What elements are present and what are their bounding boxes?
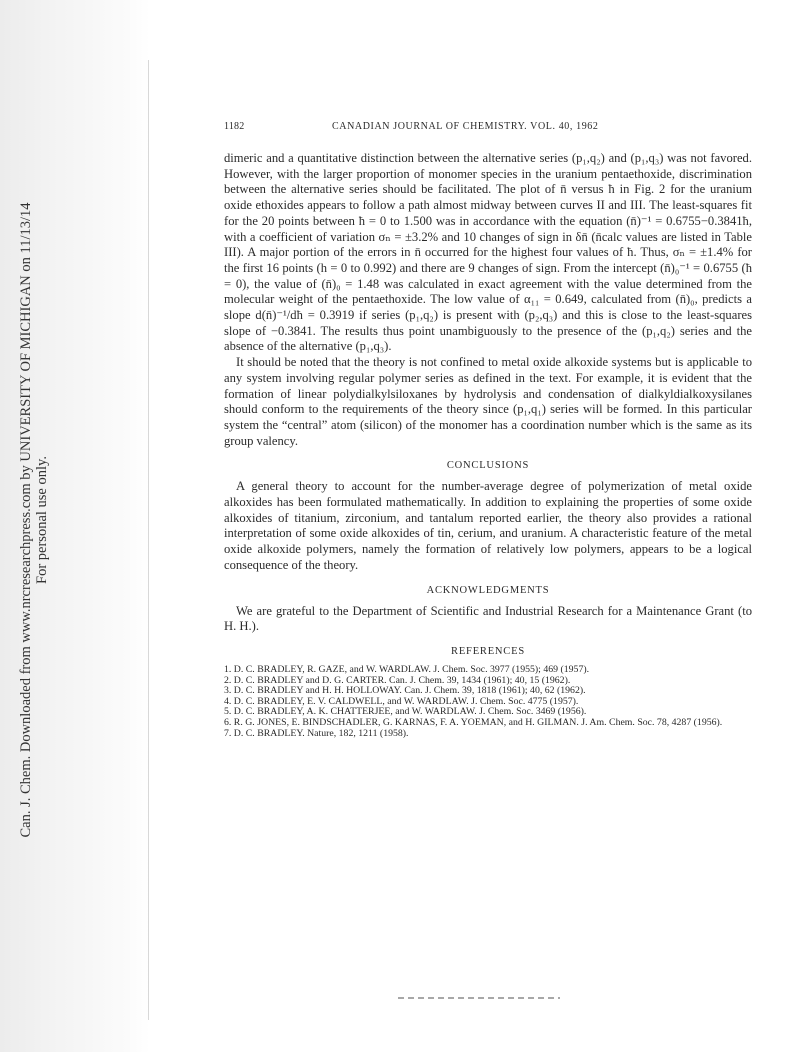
references-heading: REFERENCES: [451, 645, 525, 657]
reference-list: [224, 665, 752, 739]
page-gutter-line: [148, 60, 149, 1020]
reference-item: 2. D. C. BRADLEY and D. G. CARTER. Can. J. Chem. 39, 1434 (1961); 40, 15 (1962).: [224, 674, 571, 686]
page-content: [224, 121, 752, 739]
body-paragraph-2: It should be noted that the theory is not confined to metal oxide alkoxide systems but is applicable to any system involving regular polymer series as defined in the text. For example, it is evident that the formation of linear polydialkylsiloxanes by hydrolysis and condensation of dialkyldialkoxysilanes should conform to the requirements of the theory since (p₁,q₁) series will be formed. In this particular system the “central” atom (silicon) of the monomer has a coordination number which is the same as its group valency.: [224, 355, 752, 448]
watermark-line-2: For personal use only.: [34, 456, 50, 584]
running-header: [224, 121, 752, 137]
body-paragraph-1: dimeric and a quantitative distinction between the alternative series (p₁,q₂) and (p₁,q₃) was not favored. However, with the larger proportion of monomer species in the uranium pentaethoxide, discrimination between the alternative series should be facilitated. The plot of n̄ versus ħ in Fig. 2 for the uranium oxide ethoxides appears to follow a path almost midway between curves II and III. The least-squares fit for the 20 points between ħ = 0 to 1.500 was in accordance with the equation (n̄)⁻¹ = 0.6755−0.3841ħ, with a coefficient of variation σₙ = ±3.2% and 10 changes of sign in δn̄ (n̄calc values are listed in Table III). A major portion of the errors in n̄ occurred for the highest four values of ħ. Thus, σₙ = ±1.4% for the first 16 points (h = 0 to 0.992) and there are 9 changes of sign. From the intercept (n̄)₀⁻¹ = 0.6755 (ħ = 0), the value of (n̄)₀ = 1.48 was calculated in exact agreement with the value determined from the molecular weight of the pentaethoxide. The low value of α₁₁ = 0.649, calculated from (n̄)₀, predicts a slope d(n̄)⁻¹/dħ = 0.3919 if series (p₁,q₂) is present with (p₂,q₃) and this is close to the least-squares slope of −0.3841. The results thus point unambiguously to the presence of the (p₁,q₂) series and the absence of the alternative (p₁,q₃).: [224, 151, 752, 354]
watermark-line-1: Can. J. Chem. Downloaded from www.nrcresearchpress.com by UNIVERSITY OF MICHIGAN on 11/13/14: [18, 202, 34, 838]
reference-item: 6. R. G. JONES, E. BINDSCHADLER, G. KARNAS, F. A. YOEMAN, and H. GILMAN. J. Am. Chem. Soc. 78, 4287 (1956).: [224, 716, 723, 728]
reference-item: 5. D. C. BRADLEY, A. K. CHATTERJEE, and W. WARDLAW. J. Chem. Soc. 3469 (1956).: [224, 706, 587, 718]
reference-item: 3. D. C. BRADLEY and H. H. HOLLOWAY. Can. J. Chem. 39, 1818 (1961); 40, 62 (1962).: [224, 685, 586, 697]
scan-artifact-mark: [398, 997, 560, 999]
journal-title: CANADIAN JOURNAL OF CHEMISTRY. VOL. 40, 1962: [332, 121, 599, 132]
reference-item: 4. D. C. BRADLEY, E. V. CALDWELL, and W. WARDLAW. J. Chem. Soc. 4775 (1957).: [224, 695, 579, 707]
conclusions-paragraph: A general theory to account for the number-average degree of polymerization of metal oxide alkoxides has been formulated mathematically. In addition to explaining the properties of some oxide alkoxides of titanium, zirconium, and tantalum reported earlier, the theory also provides a rational interpretation of some oxide alkoxides of tin, cerium, and uranium. A characteristic feature of the metal oxide alkoxide polymers, namely the formation of relatively low polymers, appears to be a logical consequence of the theory.: [224, 479, 752, 572]
reference-item: 1. D. C. BRADLEY, R. GAZE, and W. WARDLAW. J. Chem. Soc. 3977 (1955); 469 (1957).: [224, 663, 590, 675]
download-watermark: [18, 202, 50, 837]
acknowledgments-paragraph: We are grateful to the Department of Scientific and Industrial Research for a Maintenance Grant (to H. H.).: [224, 603, 752, 634]
page-number: 1182: [224, 121, 245, 132]
reference-item: 7. D. C. BRADLEY. Nature, 182, 1211 (1958).: [224, 727, 409, 739]
acknowledgments-heading: ACKNOWLEDGMENTS: [426, 584, 550, 596]
conclusions-heading: CONCLUSIONS: [446, 460, 530, 472]
